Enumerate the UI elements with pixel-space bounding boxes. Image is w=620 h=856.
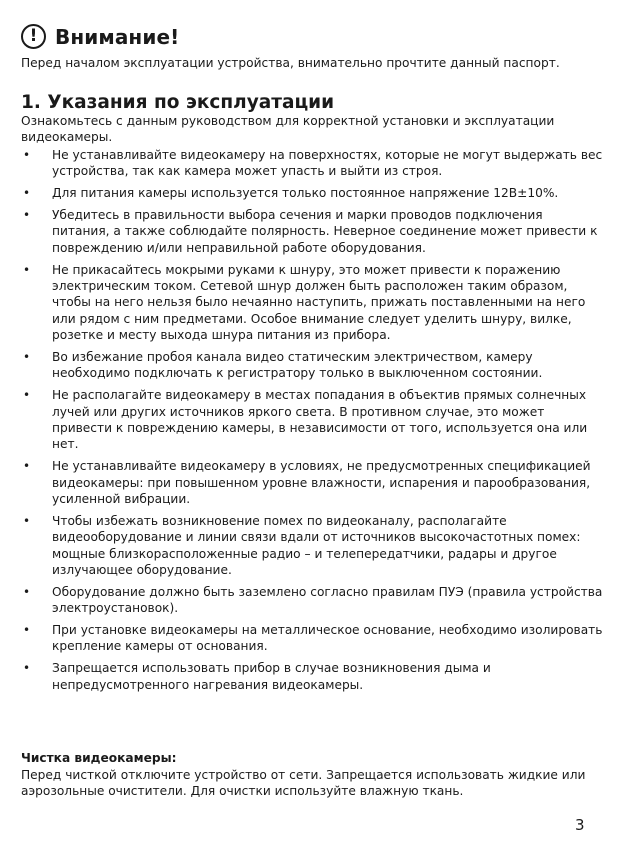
list-item-text: При установке видеокамеры на металлическое основание, необходимо изолировать крепление камеры от основания. [52, 623, 603, 654]
section-intro: Ознакомьтесь с данным руководством для корректной установки и эксплуатации видеокамеры. [21, 114, 555, 144]
cleaning-text: Перед чисткой отключите устройство от сети. Запрещается использовать жидкие или аэрозольные очистители. Для очистки используйте влажную ткань. [21, 768, 586, 798]
page-number: 3 [575, 816, 585, 834]
list-item [21, 513, 603, 579]
bullet-icon: • [23, 661, 31, 676]
list-item-text: Запрещается использовать прибор в случае возникновения дыма и непредусмотренного нагревания видеокамеры. [52, 661, 491, 692]
bullet-icon: • [23, 350, 31, 365]
warning-title: Внимание! [55, 24, 180, 49]
bullet-icon: • [23, 148, 31, 162]
bullet-icon: • [23, 208, 31, 222]
exclamation-circle-icon: ! [21, 24, 46, 49]
list-item [21, 349, 603, 382]
list-item [21, 147, 603, 180]
bullet-icon: • [23, 388, 31, 403]
list-item-text: Чтобы избежать возникновение помех по видеоканалу, располагайте видеооборудование и линии связи вдали от источников высокочастотных помех: мощные близкорасположенные радио – и телепередатчики, радары и другое излучающее оборудование. [52, 513, 581, 578]
bullet-icon: • [23, 513, 31, 528]
section-title: 1. Указания по эксплуатации [21, 92, 335, 113]
list-item-text: Не располагайте видеокамеру в местах попадания в объектив прямых солнечных лучей или других источников яркого света. В противном случае, это может привести к повреждению камеры, в независимости от того, используется она или нет. [52, 388, 588, 452]
bullet-icon: • [23, 262, 31, 277]
list-item [21, 458, 603, 507]
list-item-text: Для питания камеры используется только постоянное напряжение 12В±10%. [52, 186, 559, 201]
list-item-text: Не устанавливайте видеокамеру на поверхностях, которые не могут выдержать вес устройства, так как камера может упасть и выйти из строя. [52, 148, 603, 179]
warning-text: Перед началом эксплуатации устройства, внимательно прочтите данный паспорт. [21, 56, 560, 70]
list-item [21, 387, 603, 453]
list-item [21, 584, 603, 617]
list-item [21, 185, 603, 201]
bullet-icon: • [23, 459, 31, 474]
list-item-text: Не прикасайтесь мокрыми руками к шнуру, это может привести к поражению электрическим током. Сетевой шнур должен быть расположен таким образом, чтобы на него нельзя было нечаянно наступить, прижать поставленными на него или рядом с ним предметами. Особое внимание следует уделить шнуру, вилке, розетке и месту выхода шнура питания из прибора. [52, 262, 586, 343]
list-item [21, 207, 603, 256]
warning-header [21, 24, 179, 49]
list-item-text: Оборудование должно быть заземлено согласно правилам ПУЭ (правила устройства электроустановок). [52, 584, 603, 616]
list-item [21, 622, 603, 655]
list-item [21, 262, 603, 344]
bullet-icon: • [23, 584, 31, 599]
cleaning-title: Чистка видеокамеры: [21, 751, 177, 765]
list-item-text: Не устанавливайте видеокамеру в условиях, не предусмотренных спецификацией видеокамеры: при повышенном уровне влажности, испарения и парообразования, усиленной вибрации. [52, 459, 591, 507]
list-item-text: Во избежание пробоя канала видео статическим электричеством, камеру необходимо подключать к регистратору только в выключенном состоянии. [52, 350, 543, 381]
list-item [21, 660, 603, 693]
list-item-text: Убедитесь в правильности выбора сечения и марки проводов подключения питания, а также соблюдайте полярность. Неверное соединение может привести к повреждению и/или неправильной работе оборудования. [52, 208, 598, 255]
bullet-icon: • [23, 186, 31, 201]
bullet-icon: • [23, 623, 31, 638]
rules-list [21, 147, 603, 698]
